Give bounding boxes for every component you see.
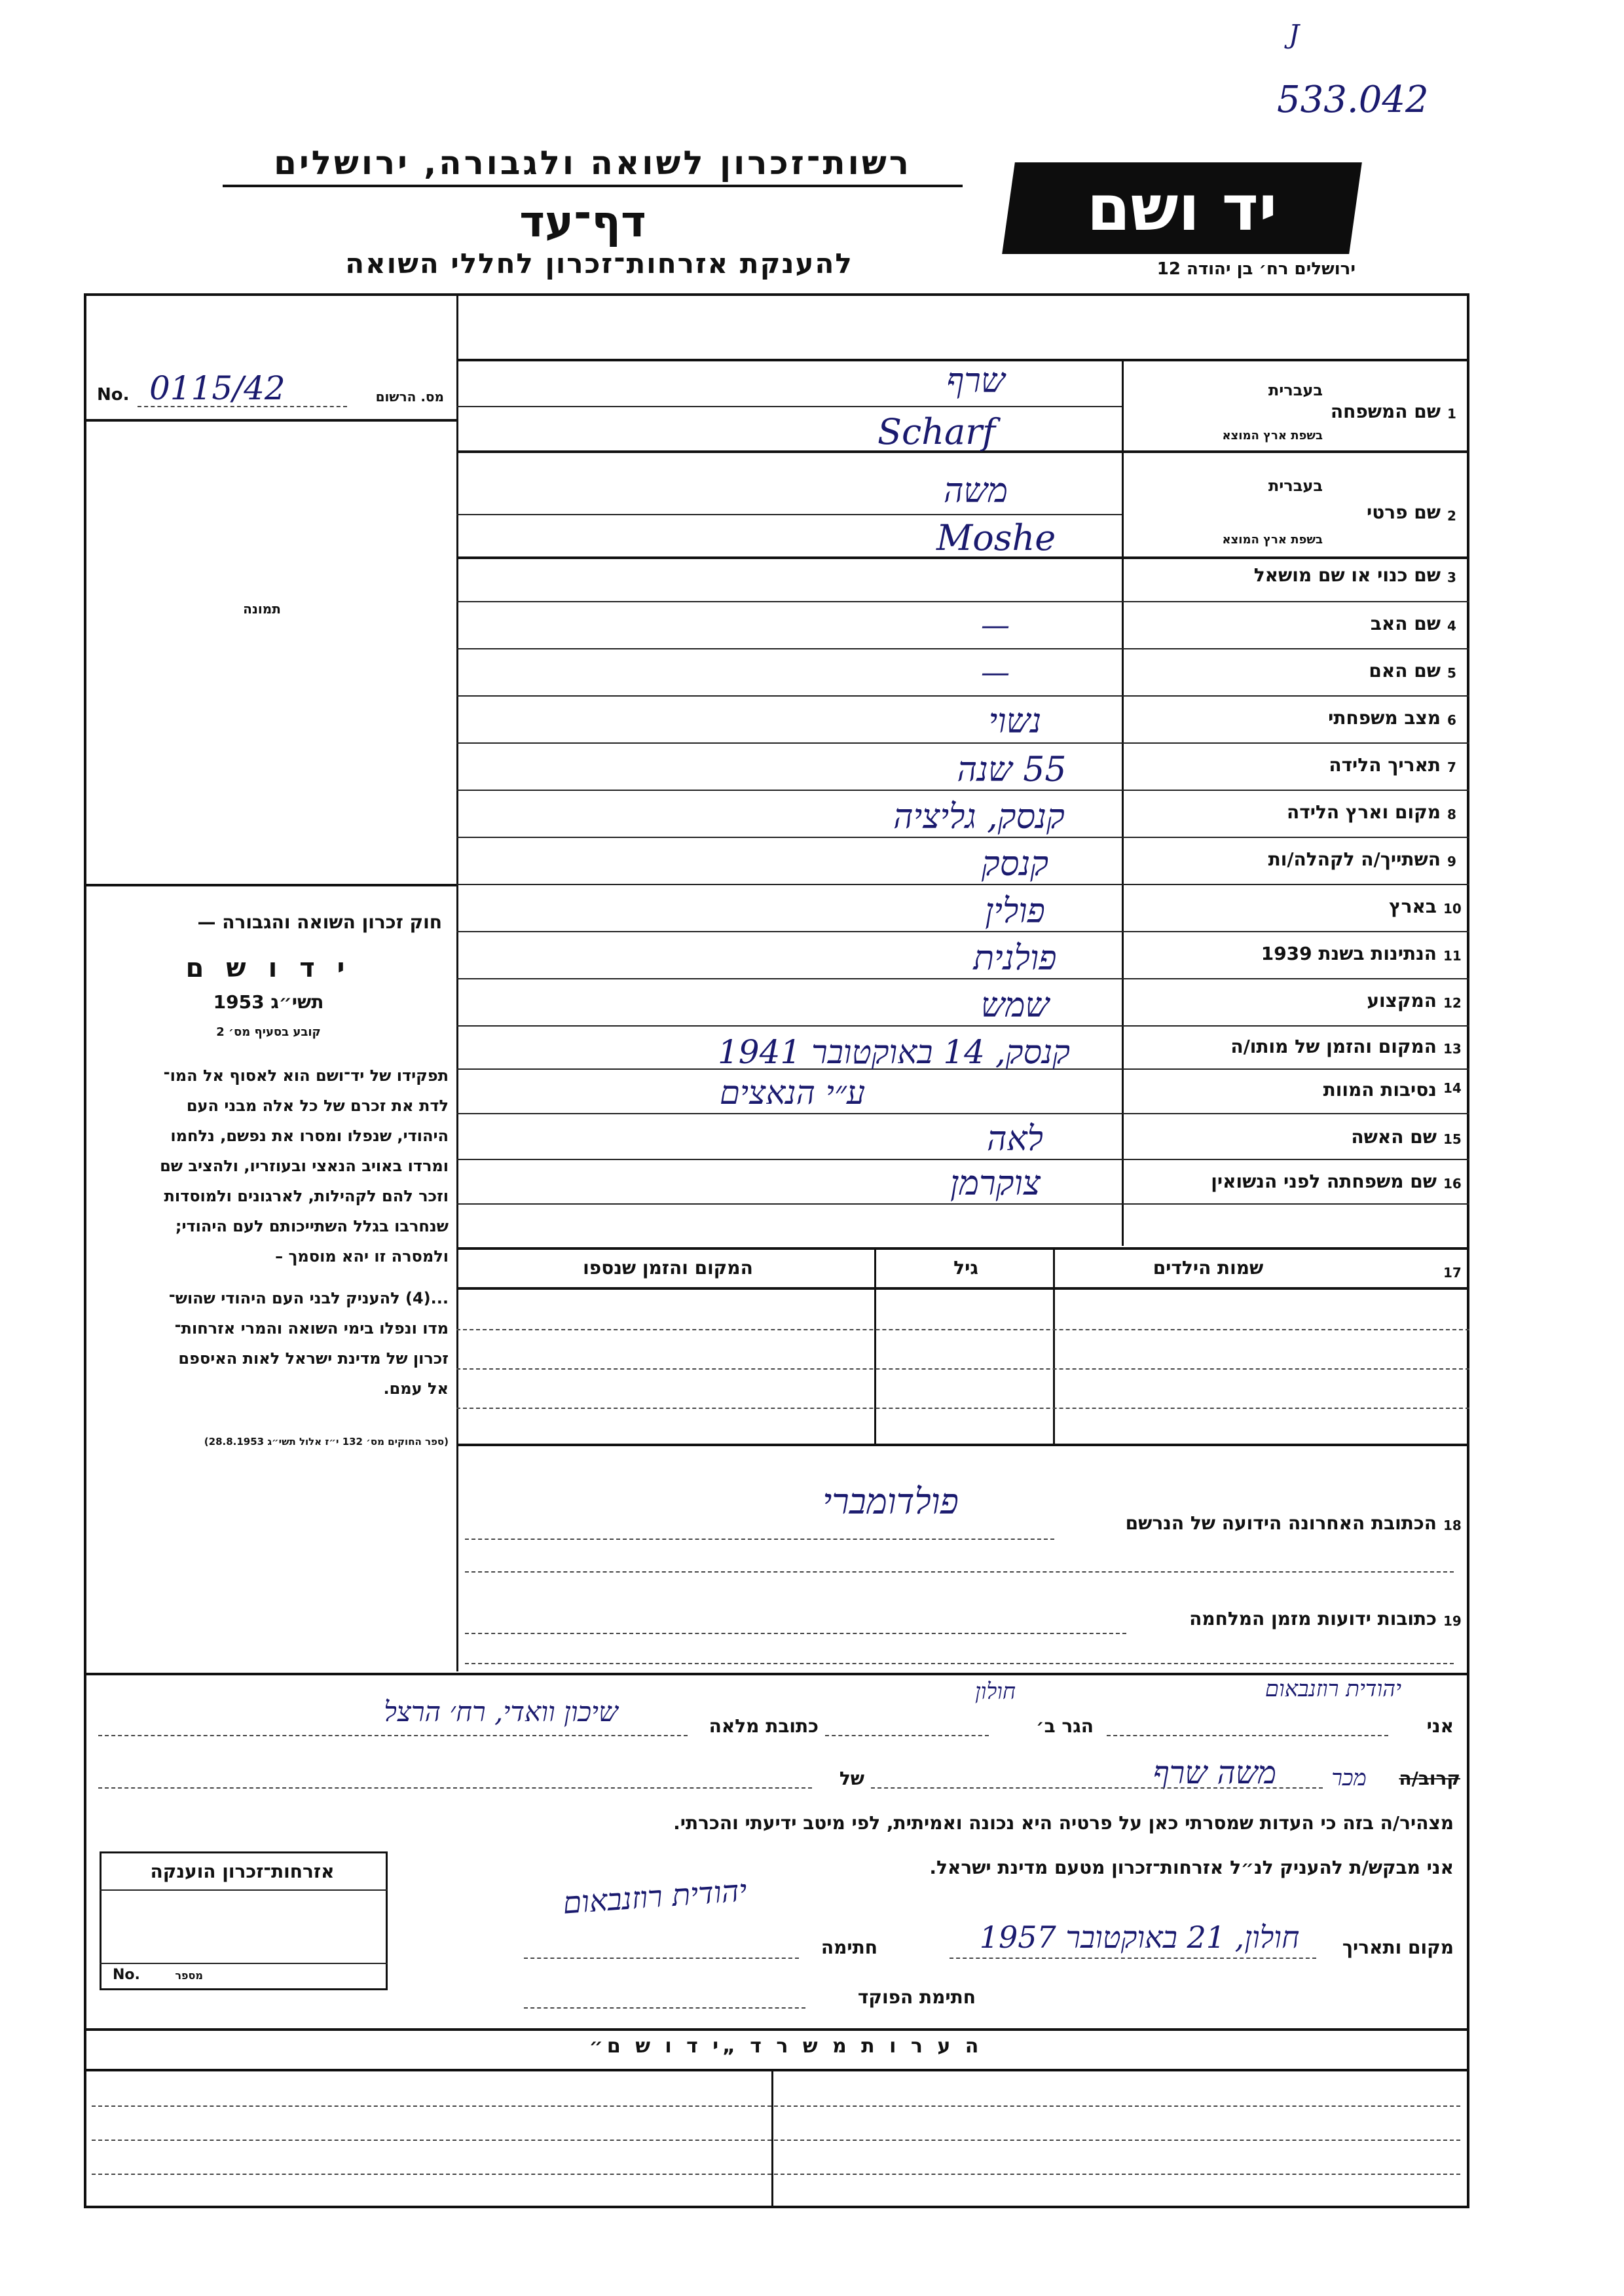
field-1-value-origin: Scharf [877,411,996,452]
field-10-value: פולין [985,892,1045,931]
law-line: ומרדו באויב הנאצי ובעוזריו, ולהציב שם [160,1157,449,1175]
law-line: לדת את זכרם של כל אלה מבני העם [186,1097,449,1115]
law-line: ...(4) להעניק לבני העם היהודי שהוש־ [168,1289,449,1307]
field-2-number: 2 [1447,508,1456,524]
field-14-number: 14 [1443,1080,1462,1096]
field-12-value: שמש [980,986,1050,1025]
signature-label: חתימה [821,1937,877,1958]
field-3-number: 3 [1447,570,1456,585]
field-9-value: קנסק [981,845,1049,884]
law-year: תשי״ג 1953 [213,991,324,1013]
children-row-line [456,1408,1469,1409]
field-11-number: 11 [1443,948,1462,964]
notes-line [92,2174,1460,2175]
field-14-value: ע״י הנאצים [719,1074,866,1112]
children-row-line [456,1329,1469,1330]
field-6-number: 6 [1447,712,1456,728]
address-line [465,1663,1454,1664]
children-col-divider-1 [874,1247,876,1444]
address-line [465,1539,1054,1540]
notes-top-line [84,2028,1469,2031]
logo-address: ירושלים רח׳ בן יהודה 12 [1156,259,1356,279]
row-line [456,884,1469,885]
law-clause: קובע בסעיף מס׳ 2 [216,1025,321,1039]
field-4-label: שם האב [1370,613,1441,634]
row-line [456,1247,1469,1250]
address-line [465,1571,1454,1573]
field-15-number: 15 [1443,1131,1462,1147]
law-line: שנחרבו בגלל השתייכותם לעם היהודי; [175,1217,449,1235]
address-19-number: 19 [1443,1613,1462,1629]
field-7-value: 55 שנה [957,750,1067,790]
address-18-value: פולדומברי [822,1481,959,1522]
law-line: אל עמם. [383,1379,449,1398]
photo-label: תמונה [243,601,281,617]
signature-value: יהודית רוזנבאום [561,1872,748,1921]
field-7-number: 7 [1447,759,1456,775]
row-line [456,1025,1469,1027]
notes-divider [771,2069,773,2208]
declaration-line [1107,1735,1388,1736]
official-signature-label: חתימת הפוקד [857,1986,976,2008]
declaration-statement-2: אני מבקש/ת להעניק לנ״ל אזרחות־זכרון מטעם מדינת ישראל. [929,1857,1454,1878]
field-8-number: 8 [1447,807,1456,822]
place-date-label: מקום ותאריך [1342,1937,1454,1958]
field-13-label: המקום והזמן של מותו/ה [1230,1036,1437,1057]
law-line: זכרון של מדינת ישראל לאות האיספם [178,1349,449,1368]
field-5-label: שם האם [1369,660,1441,682]
declaration-line [98,1787,812,1789]
row-line [456,601,1469,602]
field-16-value: צוקרמן [950,1164,1041,1203]
children-number: 17 [1443,1265,1462,1281]
declaration-top-line [84,1673,1469,1675]
notes-line [92,2105,1460,2107]
law-paragraph-1 [92,1061,449,1271]
field-6-label: מצב משפחתי [1328,707,1441,729]
row-line [456,1203,1469,1205]
certificate-no-label: No. [113,1967,140,1983]
row-line [456,695,1469,697]
declaration-name: יהודית רוזנבאום [1264,1676,1401,1702]
law-line: תפקידו של יד־ושם הוא לאסוף אל המו־ [163,1066,449,1085]
law-title: חוק זכרון השואה והגבורה — [197,911,442,933]
field-12-number: 12 [1443,995,1462,1011]
left-column-divider [456,293,458,1671]
declaration-ani: אני [1426,1715,1454,1737]
row-line [456,931,1469,932]
children-col-divider-2 [1053,1247,1055,1444]
field-5-number: 5 [1447,665,1456,681]
row-line [456,978,1469,979]
certificate-title: אזרחות־זכרון הוענקה [150,1861,335,1882]
registration-underline [84,419,456,422]
row-line [456,837,1469,838]
field-10-number: 10 [1443,901,1462,917]
field-14-label: נסיבות המוות [1323,1079,1437,1101]
declaration-statement-1: מצהיר/ה בזה כי העדות שמסרתי כאן על פרטיה היא נכונה ואמיתית, לפי מיטב ידיעתי והכרתי. [673,1812,1454,1834]
address-18-label: הכתובת האחרונה הידועה של הנרשם [1125,1512,1437,1534]
field-7-label: תאריך הלידה [1329,754,1441,776]
field-11-label: הנתינות בשנת 1939 [1261,943,1437,964]
official-signature-line [524,2007,805,2009]
declaration-line [871,1787,1323,1789]
field-16-number: 16 [1443,1176,1462,1192]
law-line: וזכר להם לקהילות, לארגונים ולמוסדות [164,1187,449,1205]
field-16-label: שם משפחתה לפני הנשואין [1211,1171,1437,1192]
registration-no-label: No. [97,385,130,405]
page-subtitle: להענקת אזרחות־זכרון לחללי השואה [345,247,853,280]
notes-line [92,2140,1460,2141]
photo-box-bottom [84,884,456,886]
declaration-line [98,1735,688,1736]
law-paragraph-2 [92,1283,449,1404]
children-col-place: המקום והזמן שנספו [583,1257,753,1279]
field-2-value: משה [943,471,1008,511]
row-line [456,1159,1469,1160]
field-2-label: שם פרטי [1366,501,1441,523]
registration-dots [138,406,347,407]
children-bottom-line [456,1444,1469,1446]
children-col-names: שמות הילדים [1153,1257,1264,1279]
field-2-sub-origin: בשפת ארץ המוצא [1222,533,1323,547]
certificate-number-label: מספר [175,1969,203,1982]
law-line: היהודי, שנפלו ומסרו את נפשם, נלחמו [170,1127,449,1145]
field-15-label: שם האשה [1351,1126,1437,1148]
field-9-number: 9 [1447,854,1456,869]
declaration-line [825,1735,989,1736]
certificate-number-line [100,1963,388,1964]
declaration-relative: קרוב/ה [1399,1768,1460,1789]
row-line [456,790,1469,791]
field-1-sub-origin: בשפת ארץ המוצא [1222,429,1323,443]
row-line [456,648,1469,649]
row-line [456,1113,1469,1114]
place-date-line [950,1958,1316,1959]
declaration-relation: מכר [1331,1765,1367,1791]
field-15-value: לאה [987,1120,1043,1159]
archive-note-mark: J [1289,20,1300,50]
field-1-number: 1 [1447,406,1456,422]
declaration-of: של [839,1768,864,1789]
field-4-number: 4 [1447,618,1456,634]
field-9-label: השתייך/ה לקהלה/ות [1268,848,1441,870]
law-name: י ד ו ש ם [185,953,352,983]
children-row-line [456,1368,1469,1370]
logo-text: יד ושם [1086,172,1278,245]
field-5-value: — [981,656,1010,689]
notes-title-line [84,2069,1469,2071]
signature-line [524,1958,799,1959]
field-13-number: 13 [1443,1041,1462,1057]
row-line [456,406,1122,407]
row-line [456,742,1469,744]
notes-title: ה ע ר ו ת מ ש ר ד „י ד ו ש ם״ [589,2035,983,2058]
registration-number: 0115/42 [149,369,286,407]
law-line: ולמסרה זו יהא מוסמך – [275,1247,449,1266]
field-12-label: המקצוע [1367,990,1437,1011]
field-1-label: שם המשפחה [1330,401,1441,422]
field-1-value: שרף [946,361,1005,401]
field-3-label: שם כנוי או שם מושאל [1253,564,1441,586]
field-8-label: מקום וארץ הלידה [1287,801,1441,823]
declaration-gar: הגר ב׳ [1036,1715,1094,1737]
authority-line: רשות־זכרון לשואה ולגבורה, ירושלים [223,144,963,187]
children-col-age: גיל [953,1257,978,1279]
declaration-address: שיכון וואדי, רח׳ הרצל [384,1696,618,1728]
law-line: מדו ונפלו בימי השואה והמרי אזרחות־ [174,1319,449,1338]
address-19-label: כתובות ידועות מזמן המלחמה [1189,1608,1437,1630]
field-2-value-origin: Moshe [936,517,1056,558]
place-date-value: חולון, 21 באוקטובר 1957 [979,1920,1300,1955]
field-11-value: פולנית [973,939,1057,978]
children-header-line [456,1287,1469,1290]
field-6-value: נשוי [988,702,1042,741]
field-10-label: בארץ [1389,896,1437,917]
declaration-full-address: כתובת מלאה [709,1715,819,1737]
declaration-subject: משה שרף [1153,1755,1277,1791]
address-line [465,1633,1126,1634]
field-1-sub-hebrew: בעברית [1268,381,1323,399]
field-13-value: קנסק, 14 באוקטובר 1941 [718,1033,1070,1071]
registration-label: מס. הרשום [375,389,444,405]
field-4-value: — [981,609,1010,642]
address-18-number: 18 [1443,1518,1462,1533]
law-source: (ספר החוקים מס׳ 132 י״ז אלול תשי״ג 28.8.1953) [204,1436,449,1448]
certificate-title-line [100,1889,388,1891]
declaration-city: חולון [974,1679,1016,1705]
archive-note-number: 533.042 [1277,79,1429,121]
row-line [456,514,1122,515]
field-8-value: קנסק, גליציה [893,797,1065,837]
field-2-sub-hebrew: בעברית [1268,477,1323,495]
page-title: דף־עד [519,196,646,247]
